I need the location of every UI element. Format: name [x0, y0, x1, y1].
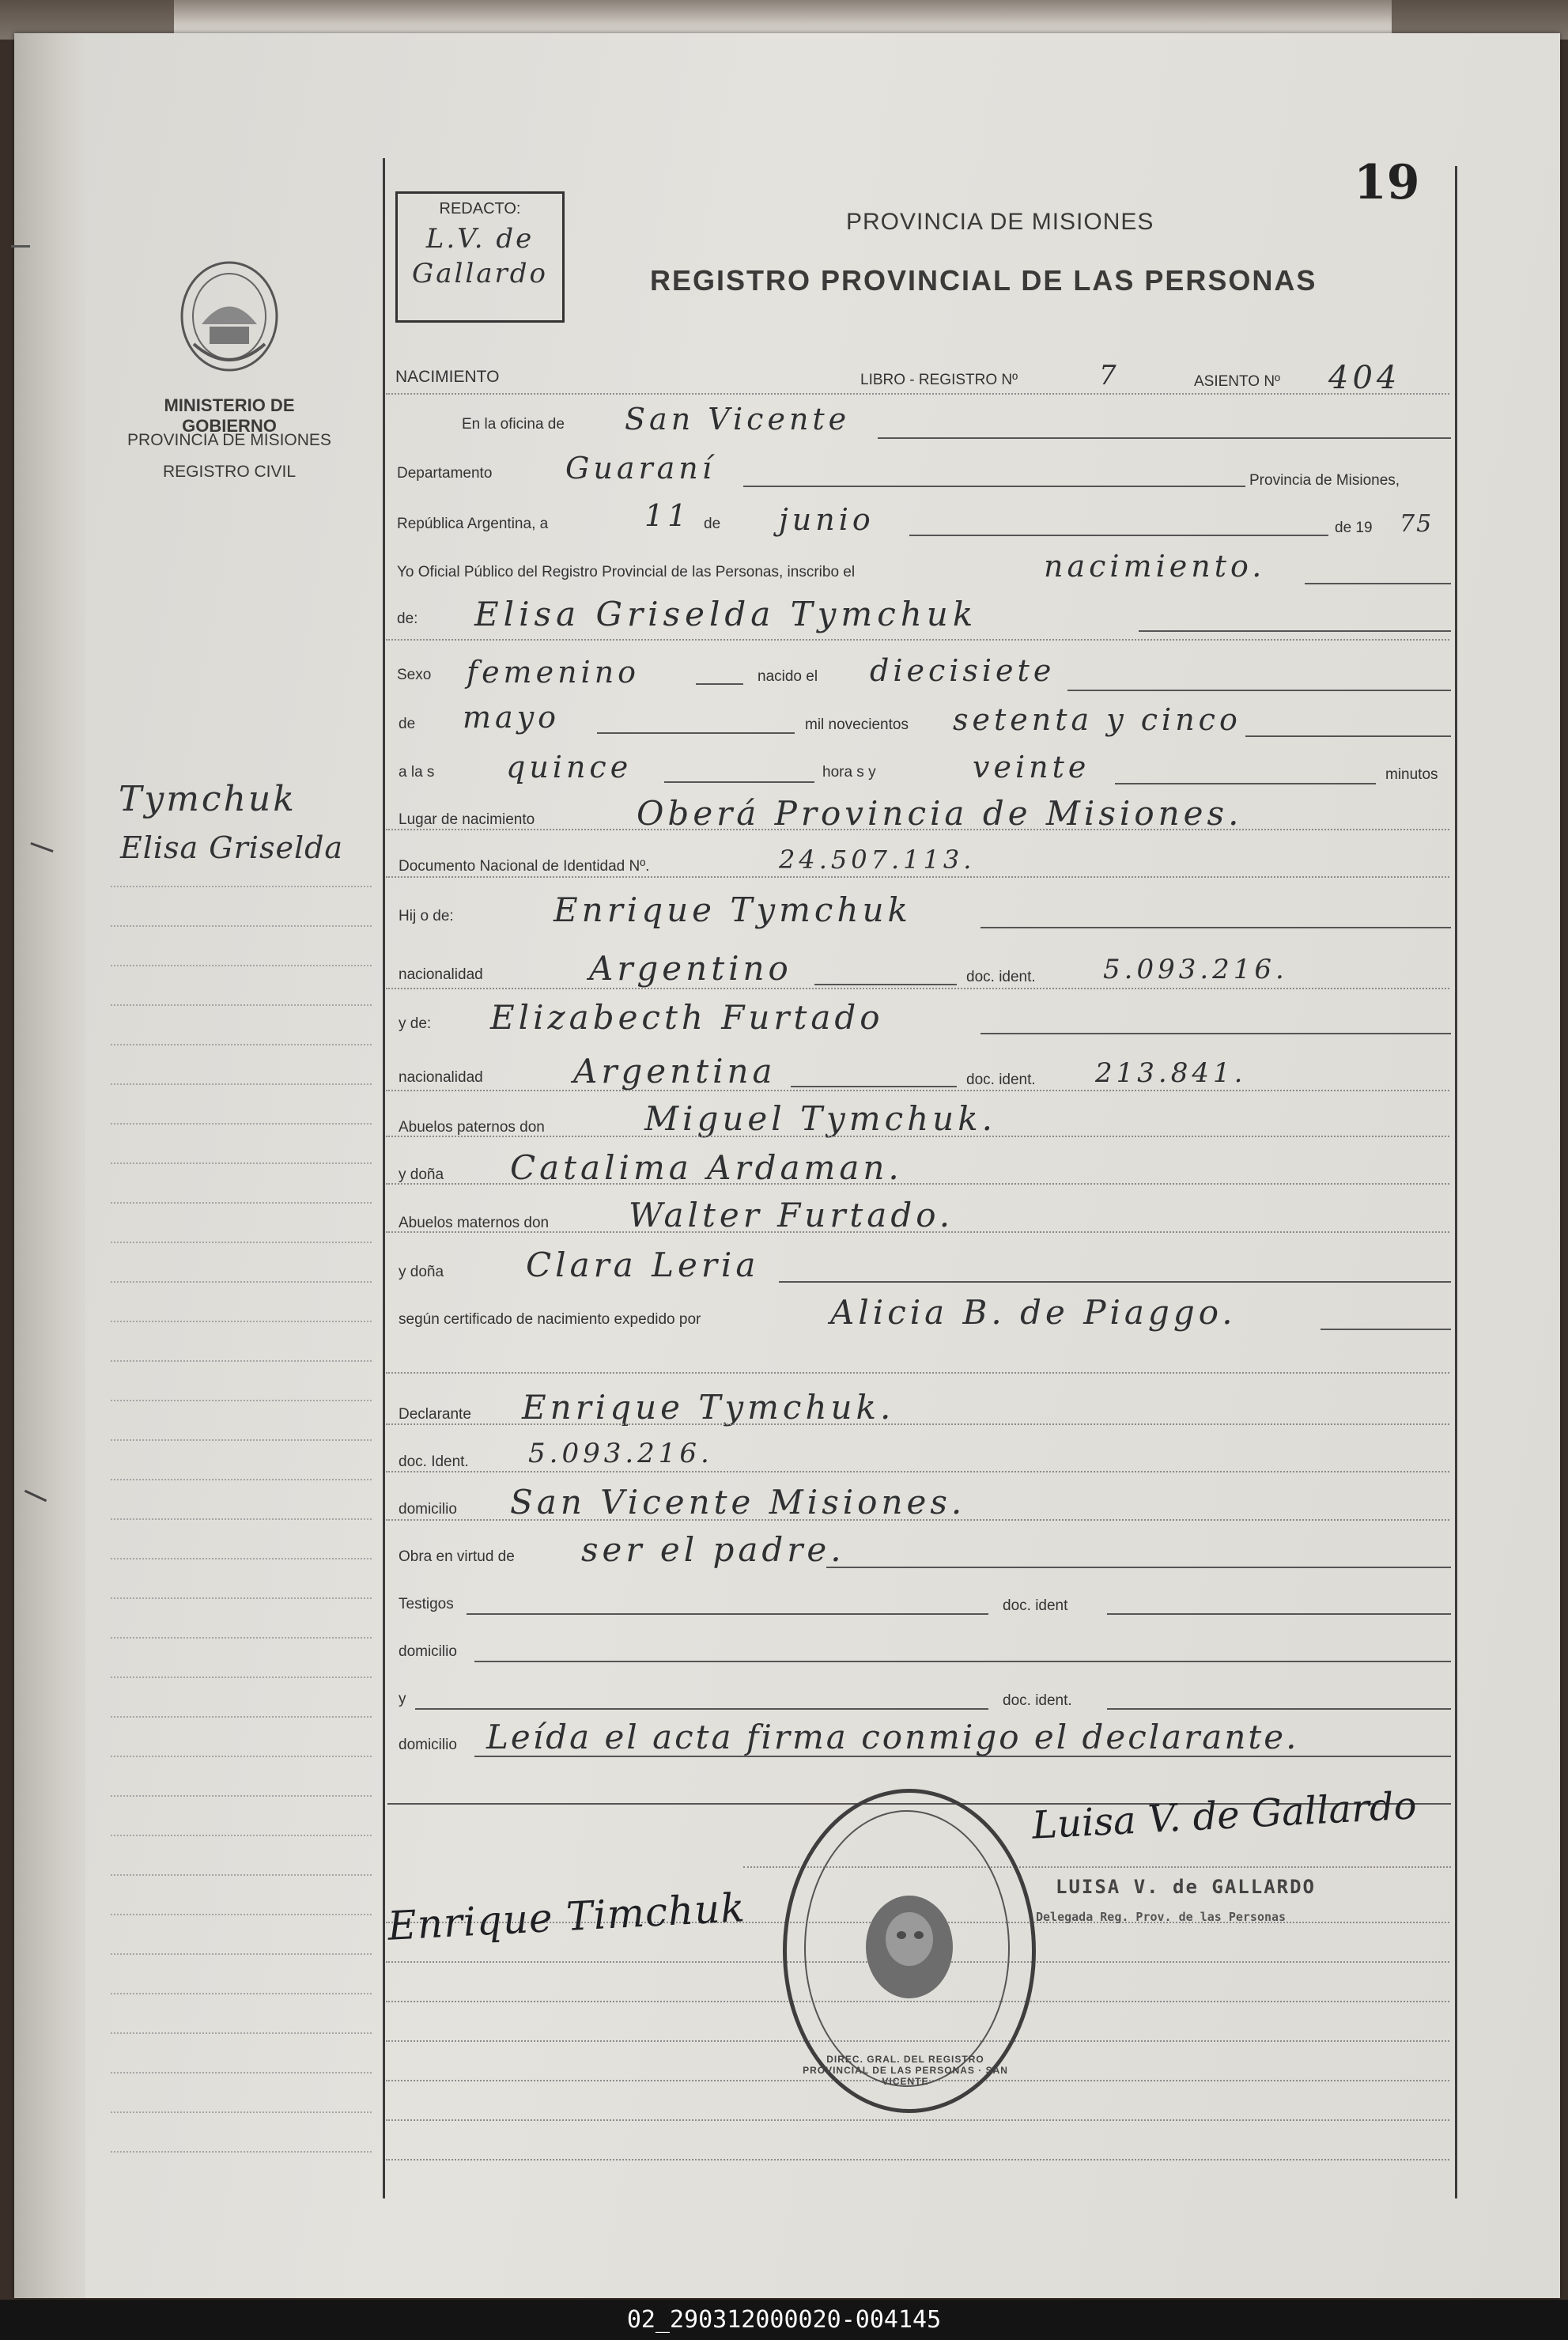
dni-label: Documento Nacional de Identidad Nº. — [399, 858, 650, 875]
declarante-label: Declarante — [399, 1406, 471, 1423]
dia-value: 11 — [644, 498, 691, 533]
testigos-label: Testigos — [399, 1596, 454, 1612]
declarante-doc-value: 5.093.216. — [528, 1438, 713, 1469]
ab-mat-dona-value: Clara Leria — [526, 1246, 760, 1284]
margin-note-surname: Tymchuk — [119, 779, 297, 819]
padre-nac-value: Argentino — [589, 949, 792, 988]
official-name-stamp: LUISA V. de GALLARDO — [1056, 1876, 1316, 1898]
hora-value: quince — [506, 750, 633, 784]
departamento-value: Guaraní — [565, 451, 716, 486]
ab-pat-dona-value: Catalima Ardaman. — [510, 1148, 903, 1187]
declarante-docid-label: doc. Ident. — [399, 1454, 469, 1470]
ab-pat-dona-label: y doña — [399, 1166, 444, 1183]
domicilio-value: San Vicente Misiones. — [510, 1483, 966, 1522]
sexo-label: Sexo — [397, 667, 432, 683]
declarante-signature: Enrique Timchuk — [386, 1884, 746, 1949]
obra-value: ser el padre. — [581, 1530, 845, 1569]
redacto-label: REDACTO: — [439, 200, 521, 217]
ministry-province: PROVINCIA DE MISIONES — [127, 431, 331, 449]
leida-value: Leída el acta firma conmigo el declarante. — [486, 1718, 1299, 1756]
anio-label: de 19 — [1335, 520, 1373, 536]
sexo-value: femenino — [467, 655, 640, 690]
province-header: PROVINCIA DE MISIONES — [846, 209, 1154, 235]
left-border-line — [383, 158, 385, 2198]
minutos-value: veinte — [973, 750, 1090, 784]
alas-label: a la s — [399, 764, 435, 781]
madre-nac-label: nacionalidad — [399, 1069, 483, 1086]
madre-nac-value: Argentina — [573, 1052, 776, 1091]
de2-label: de — [399, 716, 416, 732]
domicilio3-label: domicilio — [399, 1737, 457, 1753]
anio-value: 75 — [1400, 510, 1434, 538]
nombre-value: Elisa Griselda Tymchuk — [474, 595, 978, 633]
segun-label: según certificado de nacimiento expedido por — [399, 1311, 701, 1328]
segun-value: Alicia B. de Piaggo. — [830, 1293, 1237, 1332]
ab-pat-label: Abuelos paternos don — [399, 1119, 545, 1136]
padre-doc-value: 5.093.216. — [1103, 954, 1288, 985]
lugar-value: Oberá Provincia de Misiones. — [637, 794, 1243, 833]
registry-seal — [783, 1789, 1036, 2113]
oficina-label: En la oficina de — [462, 416, 565, 433]
redacto-stamp — [395, 191, 565, 323]
next-page-edge — [174, 0, 1392, 33]
seal-text: DIREC. GRAL. DEL REGISTRO PROVINCIAL DE LAS PERSONAS · SAN VICENTE — [803, 2054, 1008, 2087]
departamento-label: Departamento — [397, 465, 493, 482]
domicilio-label: domicilio — [399, 1501, 457, 1518]
domicilio2-label: domicilio — [399, 1643, 457, 1660]
ministry-title: MINISTERIO DE GOBIERNO — [164, 395, 295, 436]
ab-mat-label: Abuelos maternos don — [399, 1215, 550, 1231]
padre-docid-label: doc. ident. — [966, 969, 1036, 985]
page-binding — [14, 33, 85, 2298]
testigos-docid-label: doc. ident — [1003, 1597, 1068, 1614]
libro-label: LIBRO - REGISTRO Nº — [860, 372, 1018, 388]
lugar-label: Lugar de nacimiento — [399, 811, 535, 828]
nacido-value: diecisiete — [870, 653, 1056, 688]
page-number: 19 — [1354, 155, 1420, 210]
seal-emblem-icon — [854, 1888, 965, 2006]
archive-code: 02_290312000020-004145 — [0, 2300, 1568, 2340]
oficina-value: San Vicente — [625, 402, 851, 437]
madre-doc-value: 213.841. — [1095, 1057, 1247, 1089]
inscribo-value: nacimiento. — [1044, 549, 1266, 584]
minutos-label: minutos — [1385, 766, 1438, 783]
margin-note-names: Elisa Griselda — [120, 830, 344, 865]
binding-mark — [11, 245, 30, 248]
mil-label: mil novecientos — [805, 716, 909, 733]
mes-nac-value: mayo — [463, 700, 561, 735]
obra-label: Obra en virtud de — [399, 1548, 515, 1565]
registry-header: REGISTRO PROVINCIAL DE LAS PERSONAS — [650, 264, 1317, 297]
libro-number: 7 — [1099, 360, 1120, 391]
declarante-value: Enrique Tymchuk. — [522, 1388, 895, 1427]
ab-mat-value: Walter Furtado. — [629, 1196, 954, 1234]
padre-nac-label: nacionalidad — [399, 966, 483, 983]
madre-docid-label: doc. ident. — [966, 1072, 1036, 1088]
de-name-label: de: — [397, 611, 418, 627]
testigo2-docid-label: doc. ident. — [1003, 1692, 1072, 1709]
nacido-label: nacido el — [758, 668, 818, 685]
dni-value: 24.507.113. — [779, 845, 976, 875]
mes-value: junio — [779, 502, 875, 537]
madre-value: Elizabecth Furtado — [490, 998, 884, 1037]
ab-pat-value: Miguel Tymchuk. — [644, 1099, 997, 1138]
provincia-suffix: Provincia de Misiones, — [1249, 472, 1400, 489]
record-type: NACIMIENTO — [395, 368, 500, 386]
right-border-line — [1455, 166, 1457, 2198]
asiento-label: ASIENTO Nº — [1194, 373, 1280, 390]
official-signature: Luisa V. de Gallardo — [1030, 1783, 1418, 1848]
anio-nac-value: setenta y cinco — [953, 702, 1241, 737]
redacto-text: L.V. de Gallardo — [412, 223, 548, 289]
padre-value: Enrique Tymchuk — [554, 890, 912, 929]
asiento-number: 404 — [1328, 360, 1401, 396]
yo-oficial-text: Yo Oficial Público del Registro Provincial de las Personas, inscribo el — [397, 564, 856, 580]
hijo-label: Hij o de: — [399, 908, 454, 924]
horas-label: hora s y — [822, 764, 876, 781]
official-title-stamp: Delegada Reg. Prov. de las Personas — [1036, 1910, 1287, 1924]
ministry-registry: REGISTRO CIVIL — [162, 463, 297, 481]
ab-mat-dona-label: y doña — [399, 1264, 444, 1280]
madre-label: y de: — [399, 1015, 432, 1032]
republica-label: República Argentina, a — [397, 516, 549, 532]
province-emblem-icon — [174, 257, 285, 376]
y-label: y — [399, 1691, 406, 1707]
de-label: de — [704, 516, 721, 532]
